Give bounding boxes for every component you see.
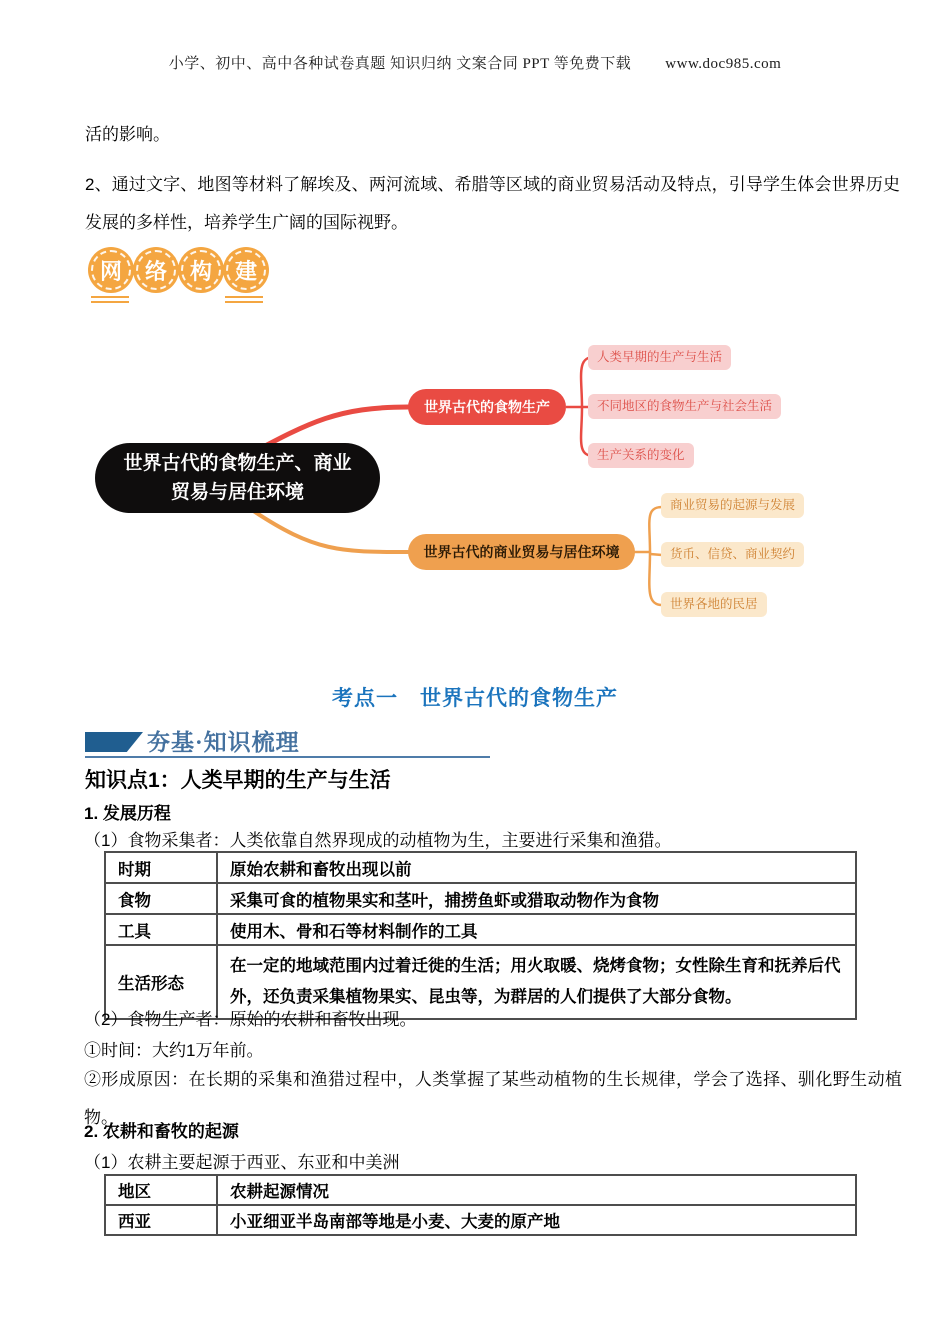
table-cell-label: 生活形态 xyxy=(105,945,217,1019)
exam-point-title: 考点一 世界古代的食物生产 xyxy=(332,687,618,710)
table-cell-value: 在一定的地域范围内过着迁徙的生活；用火取暖、烧烤食物；女性除生育和抚养后代外，还负责采集植物果实、昆虫等，为群居的人们提供了大部分食物。 xyxy=(217,945,856,1019)
badge-underline-right-2 xyxy=(225,301,263,303)
intro-line-1: 活的影响。 xyxy=(85,125,170,144)
badge-underline-right-1 xyxy=(225,296,263,298)
paragraph-food-gatherer: （1）食物采集者：人类依靠自然界现成的动植物为生，主要进行采集和渔猎。 xyxy=(84,831,672,850)
table-row xyxy=(105,883,856,914)
foundation-subheader-label: 夯基·知识梳理 xyxy=(147,730,300,755)
intro-paragraph-2: 2、通过文字、地图等材料了解埃及、两河流域、希腊等区域的商业贸易活动及特点，引导学生体会世界历史发展的多样性，培养学生广阔的国际视野。 xyxy=(85,175,900,232)
table-cell-label: 工具 xyxy=(105,914,217,945)
table-row xyxy=(105,1205,856,1235)
mindmap-branch-food-production: 世界古代的食物生产 xyxy=(408,389,566,425)
trapezoid-decoration xyxy=(85,732,143,752)
table-row xyxy=(105,852,856,883)
table-cell-label: 时期 xyxy=(105,852,217,883)
foundation-subheader xyxy=(85,724,490,758)
branch2-hook-up xyxy=(649,507,662,552)
paragraph-farming-origin-regions: （1）农耕主要起源于西亚、东亚和中美洲 xyxy=(84,1153,400,1172)
table-cell-value: 小亚细亚半岛南部等地是小麦、大麦的原产地 xyxy=(217,1205,856,1235)
badge-underline-left-1 xyxy=(91,296,129,298)
badge-char-2: 络 xyxy=(144,258,167,284)
mindmap-branch-trade-dwelling: 世界古代的商业贸易与居住环境 xyxy=(408,534,635,570)
heading-farming-husbandry-origin: 2. 农耕和畜牧的起源 xyxy=(84,1122,239,1141)
badge-circle-4 xyxy=(223,247,269,293)
mindmap-leaf-regional-food-society: 不同地区的食物生产与社会生活 xyxy=(588,394,781,419)
paragraph-formation-reason: ②形成原因：在长期的采集和渔猎过程中，人类掌握了某些动植物的生长规律，学会了选择、驯化野生动植物。 xyxy=(84,1070,902,1127)
branch2-curve xyxy=(252,510,408,552)
table-row xyxy=(105,914,856,945)
mindmap-diagram xyxy=(0,330,950,630)
network-construction-badge xyxy=(88,247,278,309)
mindmap-leaf-currency-credit-contract: 货币、信贷、商业契约 xyxy=(661,542,804,567)
badge-circle-1 xyxy=(88,247,134,293)
badge-char-3: 构 xyxy=(189,258,212,284)
page-header xyxy=(0,52,950,73)
table-cell-value: 采集可食的植物果实和茎叶，捕捞鱼虾或猎取动物作为食物 xyxy=(217,883,856,914)
badge-circles xyxy=(88,247,278,293)
paragraph-food-producer: （2）食物生产者：原始的农耕和畜牧出现。 xyxy=(84,1010,417,1029)
mindmap-leaf-early-production-life: 人类早期的生产与生活 xyxy=(588,345,731,370)
table-cell-value: 使用木、骨和石等材料制作的工具 xyxy=(217,914,856,945)
badge-underline-left-2 xyxy=(91,301,129,303)
mindmap-leaf-trade-origin: 商业贸易的起源与发展 xyxy=(661,493,804,518)
table-cell-label: 地区 xyxy=(105,1175,217,1205)
mindmap-leaf-world-dwellings: 世界各地的民居 xyxy=(661,592,767,617)
heading-development-course: 1. 发展历程 xyxy=(84,804,171,823)
early-life-table xyxy=(104,851,857,1020)
header-url: www.doc985.com xyxy=(665,56,782,72)
badge-circle-3 xyxy=(178,247,224,293)
paragraph-time: ①时间：大约1万年前。 xyxy=(84,1041,264,1060)
mindmap-leaf-production-relations: 生产关系的变化 xyxy=(588,443,694,468)
table-row xyxy=(105,1175,856,1205)
table-cell-value: 农耕起源情况 xyxy=(217,1175,856,1205)
table-cell-value: 原始农耕和畜牧出现以前 xyxy=(217,852,856,883)
badge-circle-2 xyxy=(133,247,179,293)
table-cell-label: 食物 xyxy=(105,883,217,914)
knowledge-point-title: 知识点1：人类早期的生产与生活 xyxy=(85,769,391,792)
badge-char-1: 网 xyxy=(99,258,122,284)
mindmap-root-node: 世界古代的食物生产、商业贸易与居住环境 xyxy=(95,443,380,513)
badge-char-4: 建 xyxy=(234,258,257,284)
farming-origin-table xyxy=(104,1174,857,1236)
table-cell-label: 西亚 xyxy=(105,1205,217,1235)
header-text: 小学、初中、高中各种试卷真题 知识归纳 文案合同 PPT 等免费下载 xyxy=(168,56,632,72)
